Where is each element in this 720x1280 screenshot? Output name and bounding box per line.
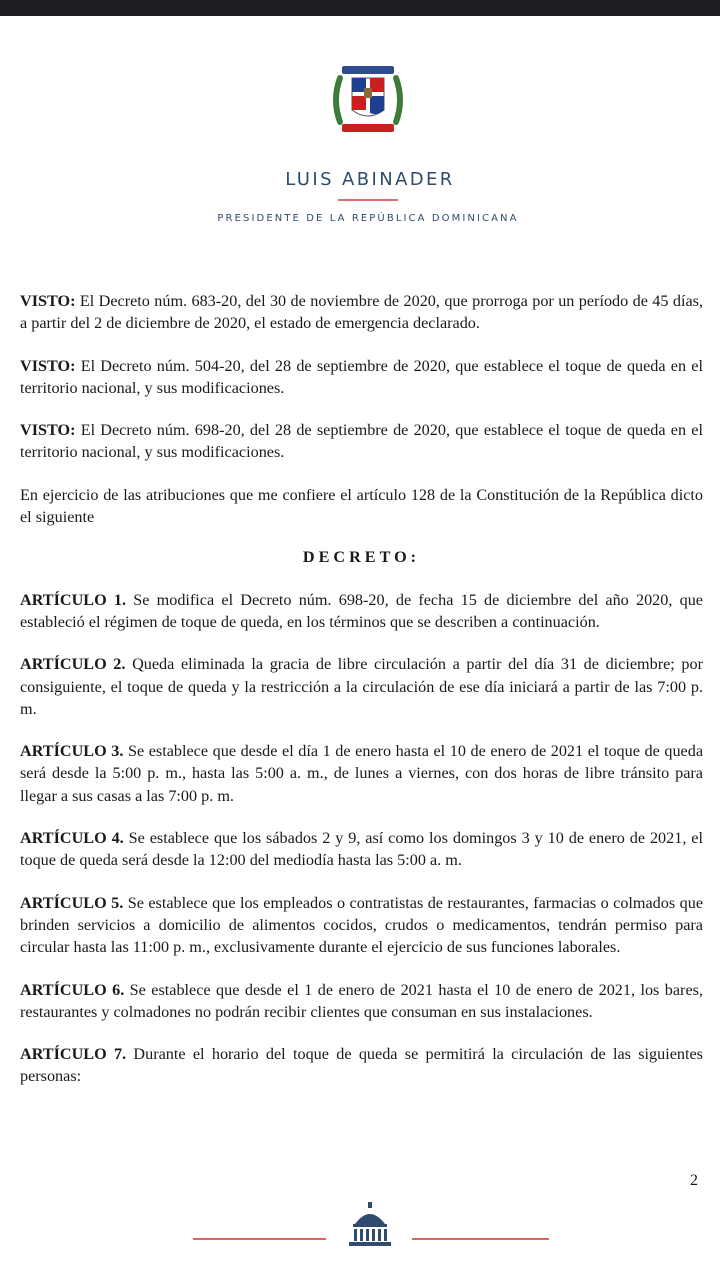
visto-paragraph <box>20 355 703 400</box>
visto-label: VISTO: <box>20 356 76 375</box>
footer-rule-left <box>193 1238 326 1240</box>
name-underline <box>338 199 398 201</box>
article-label: ARTÍCULO 6. <box>20 980 125 999</box>
visto-label: VISTO: <box>20 421 76 440</box>
president-name: LUIS ABINADER <box>285 169 455 190</box>
article-text: Durante el horario del toque de queda se permitirá la circulación de las siguientes personas: <box>20 1045 703 1086</box>
top-bar <box>0 0 720 16</box>
decreto-heading: DECRETO: <box>302 548 421 567</box>
visto-paragraph <box>20 419 703 464</box>
article-label: ARTÍCULO 1. <box>20 590 127 609</box>
article-7 <box>20 1043 703 1088</box>
article-text: Queda eliminada la gracia de libre circulación a partir del día 31 de diciembre; por consiguiente, el toque de queda y la restricción a la circulación de ese día iniciará a partir de las 7:00 p. m. <box>20 655 704 718</box>
visto-text: El Decreto núm. 683-20, del 30 de noviembre de 2020, que prorroga por un período de 45 días, a partir del 2 de diciembre de 2020, el estado de emergencia declarado. <box>20 292 703 333</box>
article-text: Se modifica el Decreto núm. 698-20, de fecha 15 de diciembre del año 2020, que estableció el régimen de toque de queda, en los términos que se describen a continuación. <box>20 590 703 631</box>
article-text: Se establece que los empleados o contratistas de restaurantes, farmacias o colmados que brinden servicios a domicilio de alimentos cocidos, crudos o medicamentos, tendrán permiso para circular hasta las 11:00 p. m., exclusivamente durante el ejercicio de sus funciones laborales. <box>20 893 703 957</box>
visto-text: El Decreto núm. 698-20, del 28 de septiembre de 2020, que establece el toque de queda en el territorio nacional, y sus modificaciones. <box>20 421 703 462</box>
article-text: Se establece que desde el 1 de enero de 2021 hasta el 10 de enero de 2021, los bares, restaurantes y colmadones no podrán recibir clientes que consuman en sus instalaciones. <box>20 980 703 1021</box>
visto-paragraph <box>20 290 703 335</box>
article-label: ARTÍCULO 5. <box>20 893 124 912</box>
article-5 <box>20 892 703 959</box>
palace-dome-icon <box>345 1200 395 1248</box>
visto-text: El Decreto núm. 504-20, del 28 de septiembre de 2020, que establece el toque de queda en el territorio nacional, y sus modificaciones. <box>20 356 703 397</box>
ejercicio-paragraph: En ejercicio de las atribuciones que me confiere el artículo 128 de la Constitución de la República dicto el siguiente <box>20 485 703 527</box>
visto-label: VISTO: <box>20 292 76 310</box>
article-label: ARTÍCULO 4. <box>20 829 124 848</box>
article-label: ARTÍCULO 2. <box>20 655 126 674</box>
page-number: 2 <box>690 1172 698 1189</box>
coat-of-arms-icon <box>328 60 408 140</box>
article-4 <box>20 827 703 872</box>
article-6 <box>20 979 703 1024</box>
article-1 <box>20 589 703 634</box>
footer-rule-right <box>412 1238 549 1240</box>
president-title: PRESIDENTE DE LA REPÚBLICA DOMINICANA <box>217 213 519 224</box>
article-text: Se establece que desde el día 1 de enero hasta el 10 de enero de 2021 el toque de queda será desde la 5:00 p. m., hasta las 5:00 a. m., de lunes a viernes, con dos horas de libre tránsito para llegar a sus casas a las 7:00 p. m. <box>20 742 704 805</box>
article-label: ARTÍCULO 3. <box>20 742 124 761</box>
decree-body <box>20 290 703 1108</box>
article-2 <box>20 653 703 720</box>
article-text: Se establece que los sábados 2 y 9, así como los domingos 3 y 10 de enero de 2021, el toque de queda será desde la 12:00 del mediodía hasta las 5:00 a. m. <box>20 829 703 870</box>
article-3 <box>20 740 703 807</box>
article-label: ARTÍCULO 7. <box>20 1045 127 1064</box>
